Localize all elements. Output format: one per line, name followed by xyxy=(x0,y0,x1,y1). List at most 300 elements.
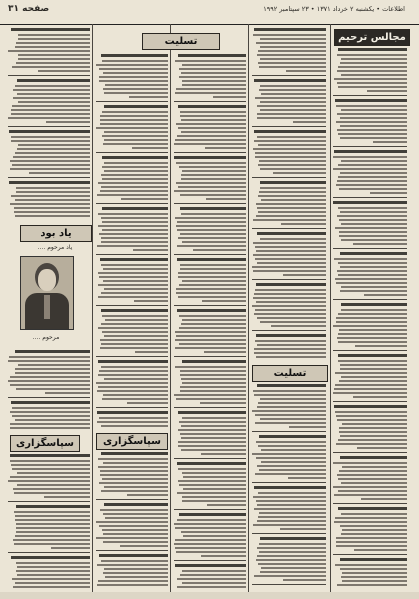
section-divider xyxy=(96,305,168,306)
text-line xyxy=(8,117,90,119)
text-line xyxy=(103,533,168,535)
text-line xyxy=(334,521,407,523)
text-line xyxy=(205,147,246,149)
text-line xyxy=(257,207,326,209)
text-line xyxy=(102,166,168,168)
text-line xyxy=(258,195,326,197)
text-line xyxy=(99,370,168,372)
text-line xyxy=(179,343,246,345)
text-line xyxy=(179,76,246,78)
text-line xyxy=(337,129,407,131)
text-line xyxy=(180,115,246,117)
text-line xyxy=(98,213,168,215)
text-line xyxy=(260,571,326,573)
text-line xyxy=(335,411,407,413)
text-line xyxy=(177,221,246,223)
text-line xyxy=(177,519,246,521)
section-divider xyxy=(96,101,168,102)
text-line xyxy=(339,427,407,429)
text-line xyxy=(180,433,246,435)
text-line xyxy=(9,130,90,133)
text-line xyxy=(98,284,168,286)
text-line xyxy=(333,156,407,158)
text-line xyxy=(340,172,407,174)
text-line xyxy=(10,203,90,205)
text-line xyxy=(182,170,246,172)
section-divider xyxy=(96,499,168,500)
text-line xyxy=(340,266,407,268)
text-line xyxy=(339,470,407,472)
text-line xyxy=(338,360,407,362)
section-divider xyxy=(252,279,326,280)
text-line xyxy=(341,309,407,311)
text-line xyxy=(16,187,90,189)
text-line xyxy=(259,66,326,68)
text-line xyxy=(252,305,326,307)
text-line xyxy=(341,58,407,60)
text-line xyxy=(133,249,168,251)
text-line xyxy=(255,340,326,342)
text-line xyxy=(100,115,168,117)
text-line xyxy=(260,537,326,540)
text-line xyxy=(335,227,407,229)
text-line xyxy=(101,343,168,345)
text-line xyxy=(340,558,407,561)
text-line xyxy=(289,426,326,428)
text-line xyxy=(354,549,407,551)
text-line xyxy=(176,292,246,294)
text-line xyxy=(261,449,326,451)
text-line xyxy=(258,50,326,52)
text-line xyxy=(255,246,326,248)
text-line xyxy=(96,64,168,66)
text-line xyxy=(181,437,246,439)
text-line xyxy=(340,117,407,119)
text-line xyxy=(11,556,90,559)
text-line xyxy=(338,66,407,68)
text-line xyxy=(10,423,90,425)
text-line xyxy=(100,190,168,192)
text-line xyxy=(13,156,90,158)
text-line xyxy=(337,113,407,115)
text-line xyxy=(335,278,407,280)
text-line xyxy=(102,331,168,333)
page-footer xyxy=(0,592,419,599)
text-line xyxy=(178,237,246,239)
text-line xyxy=(16,388,90,390)
text-line xyxy=(256,334,326,337)
section-divider xyxy=(174,458,246,459)
text-line xyxy=(179,513,246,516)
text-line xyxy=(286,70,326,72)
remembrance-banner: یاد بود xyxy=(20,225,92,242)
section-divider xyxy=(96,152,168,153)
text-line xyxy=(336,121,407,123)
text-line xyxy=(178,441,246,443)
text-line xyxy=(100,258,168,261)
text-line xyxy=(178,186,246,188)
text-line xyxy=(333,325,407,327)
text-line xyxy=(338,133,407,135)
text-line xyxy=(181,449,246,451)
text-line xyxy=(132,147,168,149)
text-line xyxy=(175,217,246,219)
text-line xyxy=(252,410,326,412)
text-line xyxy=(179,68,246,70)
text-line xyxy=(181,131,246,133)
text-line xyxy=(16,191,90,193)
text-line xyxy=(257,232,326,235)
text-line xyxy=(259,512,326,514)
text-line xyxy=(8,50,90,52)
text-line xyxy=(335,517,407,519)
text-line xyxy=(176,398,246,400)
text-line xyxy=(260,418,326,420)
text-line xyxy=(357,447,407,449)
text-line xyxy=(252,266,326,268)
text-line xyxy=(182,84,246,86)
text-line xyxy=(253,524,326,526)
text-line xyxy=(101,174,168,176)
text-line xyxy=(334,494,407,496)
text-line xyxy=(177,245,246,247)
text-line xyxy=(340,137,407,139)
text-line xyxy=(14,211,90,213)
issue-date-line: اطلاعات • یکشنبه ۲ خرداد ۱۳۷۱ • ۲۳ سپتامبر ۱۹۹۲ xyxy=(263,5,405,13)
text-line xyxy=(175,547,246,549)
text-line xyxy=(336,282,407,284)
text-line xyxy=(254,575,326,577)
section-divider xyxy=(333,401,407,402)
text-line xyxy=(337,474,407,476)
text-line xyxy=(98,580,168,582)
text-line xyxy=(17,484,90,486)
text-line xyxy=(340,435,407,437)
text-line xyxy=(342,466,407,468)
text-line xyxy=(353,396,407,398)
text-line xyxy=(182,472,246,474)
text-line xyxy=(341,223,407,225)
text-line xyxy=(98,458,168,460)
text-line xyxy=(15,582,90,584)
text-line xyxy=(338,478,407,480)
text-line xyxy=(254,140,326,142)
text-line xyxy=(261,199,326,201)
text-line xyxy=(177,229,246,231)
text-line xyxy=(257,406,326,408)
text-line xyxy=(338,207,407,209)
text-line xyxy=(176,335,246,337)
text-line xyxy=(101,490,168,492)
text-line xyxy=(182,496,246,498)
text-line xyxy=(340,252,407,255)
text-line xyxy=(182,241,246,243)
text-line xyxy=(174,523,246,525)
text-line xyxy=(182,382,246,384)
section-divider xyxy=(333,248,407,249)
text-line xyxy=(281,223,326,225)
text-line xyxy=(253,219,326,221)
text-line xyxy=(99,525,168,527)
text-line xyxy=(174,394,246,396)
text-line xyxy=(96,537,168,539)
text-line xyxy=(201,453,246,455)
section-divider xyxy=(8,75,90,76)
text-line xyxy=(256,250,326,252)
text-line xyxy=(102,478,168,480)
text-line xyxy=(10,476,90,478)
text-line xyxy=(338,354,407,357)
text-line xyxy=(180,386,246,388)
text-line xyxy=(12,415,90,417)
text-line xyxy=(254,130,326,133)
text-line xyxy=(180,207,246,210)
text-line xyxy=(11,464,90,466)
text-line xyxy=(17,93,90,95)
text-line xyxy=(257,547,326,549)
text-line xyxy=(14,511,90,513)
section-divider xyxy=(333,452,407,453)
text-line xyxy=(12,66,90,68)
text-line xyxy=(339,380,407,382)
text-line xyxy=(101,323,168,325)
text-line xyxy=(105,576,168,578)
section-divider xyxy=(96,356,168,357)
text-line xyxy=(338,333,407,335)
text-line xyxy=(260,168,326,170)
text-line xyxy=(258,563,326,565)
text-line xyxy=(15,199,90,201)
text-line xyxy=(258,144,326,146)
appreciation-banner: سپاسگزاری xyxy=(96,433,168,450)
text-line xyxy=(101,425,168,427)
text-line xyxy=(38,70,90,72)
text-line xyxy=(340,211,407,213)
text-line xyxy=(336,321,407,323)
text-line xyxy=(105,319,168,321)
text-line xyxy=(367,90,407,92)
text-line xyxy=(100,347,168,349)
text-line xyxy=(10,427,90,429)
text-line xyxy=(180,268,246,270)
text-line xyxy=(181,213,246,215)
text-line xyxy=(183,488,246,490)
text-line xyxy=(179,327,246,329)
text-line xyxy=(101,452,168,455)
text-line xyxy=(338,176,407,178)
text-line xyxy=(260,46,326,48)
section-divider xyxy=(174,407,246,408)
text-line xyxy=(96,521,168,523)
text-line xyxy=(175,347,246,349)
text-line xyxy=(102,398,168,400)
text-line xyxy=(99,68,168,70)
text-line xyxy=(339,235,407,237)
text-line xyxy=(13,89,90,91)
text-line xyxy=(104,288,168,290)
text-line xyxy=(9,181,90,184)
text-line xyxy=(180,233,246,235)
text-line xyxy=(175,564,246,567)
text-line xyxy=(338,313,407,315)
text-line xyxy=(174,543,246,545)
text-line xyxy=(260,101,326,103)
text-line xyxy=(181,323,246,325)
text-line xyxy=(259,89,326,91)
text-line xyxy=(18,38,90,40)
text-line xyxy=(13,488,90,490)
text-line xyxy=(103,88,168,90)
text-line xyxy=(340,568,407,570)
text-line xyxy=(12,105,90,107)
text-line xyxy=(182,500,246,502)
text-line xyxy=(182,417,246,419)
text-line xyxy=(44,496,90,498)
section-divider xyxy=(96,254,168,255)
text-line xyxy=(16,523,90,525)
text-line xyxy=(334,150,407,153)
section-divider xyxy=(8,501,90,502)
text-line xyxy=(101,292,168,294)
condolence-banner-mid: تسلیت xyxy=(252,365,328,382)
section-divider xyxy=(96,550,168,551)
text-line xyxy=(15,535,90,537)
text-line xyxy=(97,390,168,392)
text-line xyxy=(260,109,326,111)
text-line xyxy=(16,42,90,44)
text-line xyxy=(99,417,168,419)
text-line xyxy=(339,231,407,233)
text-line xyxy=(353,243,407,245)
text-line xyxy=(337,419,407,421)
text-line xyxy=(336,443,407,445)
text-line xyxy=(103,513,168,515)
text-line xyxy=(257,344,326,346)
text-line xyxy=(336,317,407,319)
text-line xyxy=(46,121,90,123)
text-line xyxy=(334,258,407,260)
text-line xyxy=(253,390,326,392)
text-line xyxy=(103,280,168,282)
text-line xyxy=(339,329,407,331)
text-line xyxy=(11,28,90,31)
text-line xyxy=(258,445,326,447)
text-line xyxy=(103,462,168,464)
text-line xyxy=(204,351,246,353)
text-line xyxy=(104,170,168,172)
text-line xyxy=(180,194,246,196)
text-line xyxy=(96,127,168,129)
section-divider xyxy=(174,509,246,510)
text-line xyxy=(336,105,407,107)
text-line xyxy=(341,74,407,76)
text-line xyxy=(12,164,90,166)
text-line xyxy=(178,54,246,57)
text-line xyxy=(15,419,90,421)
text-line xyxy=(104,568,168,570)
text-line xyxy=(260,181,326,184)
text-line xyxy=(177,492,246,494)
text-line xyxy=(373,141,407,143)
section-divider xyxy=(8,397,90,398)
text-line xyxy=(14,492,90,494)
text-line xyxy=(334,388,407,390)
section-divider xyxy=(333,197,407,198)
text-line xyxy=(333,201,407,204)
text-line xyxy=(177,258,246,261)
text-line xyxy=(99,482,168,484)
text-line xyxy=(339,219,407,221)
section-divider xyxy=(252,177,326,178)
text-line xyxy=(175,331,246,333)
text-line xyxy=(259,435,326,438)
text-line xyxy=(175,92,246,94)
text-line xyxy=(127,494,168,496)
text-line xyxy=(174,143,246,145)
text-line xyxy=(253,297,326,299)
text-line xyxy=(17,574,90,576)
section-divider xyxy=(174,356,246,357)
text-line xyxy=(254,313,326,315)
text-line xyxy=(10,460,90,462)
text-line xyxy=(10,376,90,378)
text-line xyxy=(101,54,168,57)
text-line xyxy=(180,390,246,392)
text-line xyxy=(16,562,90,564)
text-line xyxy=(179,421,246,423)
text-line xyxy=(17,472,90,474)
text-line xyxy=(254,348,326,350)
text-line xyxy=(17,566,90,568)
text-line xyxy=(256,457,326,459)
text-line xyxy=(335,372,407,374)
text-line xyxy=(8,380,90,382)
text-line xyxy=(338,48,407,51)
text-line xyxy=(104,131,168,133)
text-line xyxy=(97,411,168,414)
section-divider xyxy=(252,75,326,76)
text-line xyxy=(177,135,246,137)
text-line xyxy=(341,160,407,162)
text-line xyxy=(337,215,407,217)
text-line xyxy=(256,215,326,217)
text-line xyxy=(259,543,326,545)
text-line xyxy=(259,160,326,162)
text-line xyxy=(98,182,168,184)
text-line xyxy=(193,249,246,251)
text-line xyxy=(10,160,90,162)
text-line xyxy=(45,392,90,394)
text-line xyxy=(175,339,246,341)
text-line xyxy=(100,509,168,511)
section-divider xyxy=(252,126,326,127)
text-line xyxy=(179,315,246,317)
text-line xyxy=(97,245,168,247)
text-line xyxy=(100,123,168,125)
text-line xyxy=(100,339,168,341)
text-line xyxy=(341,303,407,306)
text-line xyxy=(180,264,246,266)
text-line xyxy=(15,519,90,521)
text-line xyxy=(333,486,407,488)
text-line xyxy=(182,280,246,282)
text-line xyxy=(104,486,168,488)
text-line xyxy=(11,136,90,138)
text-line xyxy=(10,411,90,413)
text-line xyxy=(12,407,90,409)
text-line xyxy=(255,152,326,154)
text-line xyxy=(338,274,407,276)
